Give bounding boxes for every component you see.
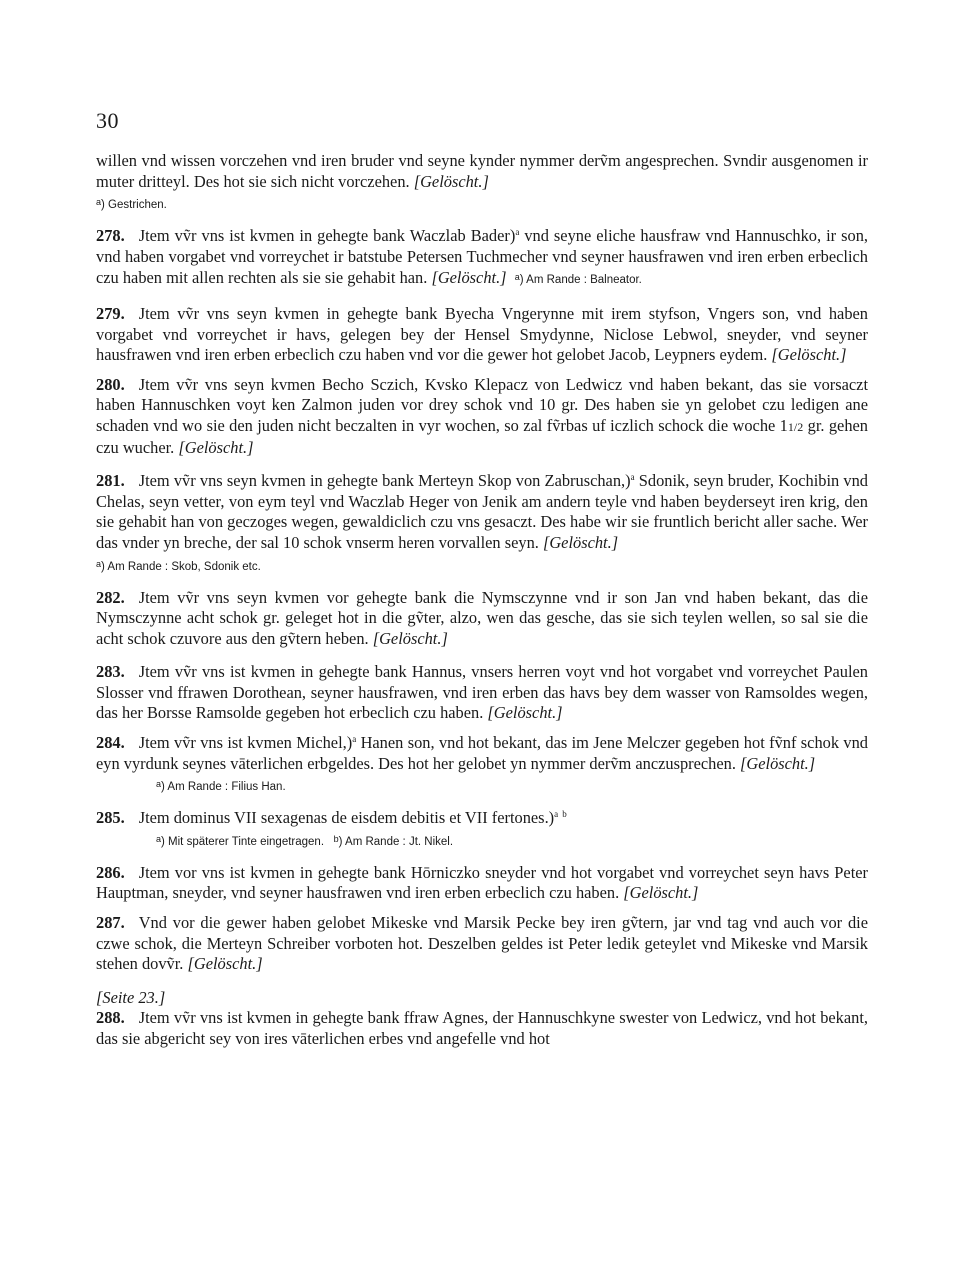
entry-continuation	[96, 151, 868, 192]
deleted-mark: [Gelöscht.]	[740, 753, 816, 773]
entry-number: 281.	[96, 471, 125, 491]
footnote-ref: a	[515, 227, 520, 238]
entry-284: 284. Jtem vṽr vns ist kvmen Michel,)$^a$ Hanen son, vnd hot bekant, das im Jene Melczer gegeben hot fṽnf schok vnd eyn vyrdunk seynes vāterlichen erbgeldes. Des hot her gelobet yn nymmer derṽm anczusprechen. [Gelöscht.]	[96, 733, 868, 773]
entry-number: 287.	[96, 913, 125, 933]
footnote-marker: a	[96, 197, 102, 208]
deleted-mark: [Gelöscht.]	[431, 268, 507, 288]
entry-287: 287. Vnd vor die gewer haben gelobet Mikeske vnd Marsik Pecke bey iren gṽtern, jar vnd tag vnd auch vor die czwe schok, die Merteyn Schreiber vorboten hot. Deszelben geldes ist Peter ledik geteylet vnd Mikeske vnd Marsik stehen dovṽr. [Gelöscht.]	[96, 913, 868, 974]
entry-288: 288. Jtem vṽr vns ist kvmen in gehegte bank ffraw Agnes, der Hannuschkyne swester von Ledwicz, vnd hot bekant, das sie abgericht sey von ires vāterlichen erbes vnd angefelle vnd hot	[96, 1008, 868, 1048]
footnote-ref: a	[352, 734, 357, 745]
deleted-mark: [Gelöscht.]	[623, 883, 699, 903]
entry-number: 280.	[96, 374, 125, 394]
footnote: $^a$) Mit späterer Tinte eingetragen. $^b$) Am Rande : Jt. Nikel.	[156, 833, 454, 848]
entry-281: 281. Jtem vṽr vns seyn kvmen in gehegte bank Merteyn Skop von Zabruschan,)$^a$ Sdonik, seyn bruder, Kochibin vnd Chelas, seyn vetter, von eym teyl vnd Waczlab Heger von Jenik am andern teyle vnd haben beyderseyt iren krig, den sie gehabit han von geczoges wegen, gewaldiclich czu vns gesaczt. Des habe wir sie fruntlich bericht aller sache. Wer das vnder yn breche, der sal 10 schok vnserm heren vorvallen seyn. [Gelöscht.]	[96, 471, 869, 552]
entry-number: 283.	[96, 662, 125, 682]
deleted-mark: [Gelöscht.]	[187, 954, 263, 974]
entry-278: 278. Jtem vṽr vns ist kvmen in gehegte bank Waczlab Bader)$^a$ vnd seyne eliche hausfraw vnd Hannuschko, ir son, vnd haben vorgabet vnd vorreychet ir batstube Petersen Tuchmecher vnd seyner hausfrawen vnd iren erben erbeclich czu haben mit allen rechten als sie sie gehabit han. [Gelöscht.] $^a$) Am Rande : Balneator.	[96, 226, 869, 288]
entry-285: 285. Jtem dominus VII sexagenas de eisdem debitis et VII fertones.)$^a$ $^b$	[96, 808, 567, 828]
entry-number: 285.	[96, 808, 125, 828]
entry-283: 283. Jtem vṽr vns ist kvmen in gehegte bank Hannus, vnsers herren voyt vnd hot vorgabet vnd vorreychet Paulen Slosser vnd ffrawen Dorothean, seyner hausfrawen, vnd iren erben das havs bey dem wasser von Ramsoldes wegen, das her Borsse Ramsolde gegeben hot erbeclich czu haben. [Gelöscht.]	[96, 662, 868, 723]
entry-number: 288.	[96, 1008, 125, 1028]
footnote-ref: a	[554, 809, 559, 820]
entry-number: 282.	[96, 587, 125, 607]
deleted-mark: [Gelöscht.]	[771, 345, 847, 365]
footnote: $^a$) Am Rande : Filius Han.	[156, 779, 286, 794]
entry-number: 286.	[96, 862, 125, 882]
deleted-mark: [Gelöscht.]	[542, 532, 619, 552]
entry-number: 279.	[96, 303, 125, 323]
deleted-mark: [Gelöscht.]	[413, 171, 489, 191]
footnote: $^a$) Gestrichen.	[96, 197, 167, 212]
page-reference: [Seite 23.]	[96, 987, 166, 1007]
footnote-ref: b	[562, 809, 567, 820]
entry-286: 286. Jtem vor vns ist kvmen in gehegte bank Hōrniczko sneyder vnd hot vorgabet vnd vorreychet seyn havs Peter Hauptman, sneyder, vnd seyner hausfrawen vnd iren erben erbeclich czu haben. [Gelöscht.]	[96, 862, 868, 903]
entry-number: 284.	[96, 733, 125, 753]
footnote-marker: a	[156, 779, 162, 790]
page-number: 30	[96, 108, 119, 133]
fraction: 1/2	[787, 419, 804, 434]
entry-282: 282. Jtem vṽr vns seyn kvmen vor gehegte bank die Nymsczynne vnd ir son Jan vnd haben bekant, das die Nymsczynne acht schok gr. geleget hot in die gṽter, alzo, wen das gesche, das sie sich teylen wellen, so sal sie die acht schok czuvore aus den gṽtern heben. [Gelöscht.]	[96, 587, 868, 648]
deleted-mark: [Gelöscht.]	[178, 437, 254, 457]
entry-279: 279. Jtem vṽr vns seyn kvmen in gehegte bank Byecha Vngerynne mit irem styfson, Vngers son, vnd haben vorgabet vnd vorreychet ir havs, gelegen bey der Hensel Smydynne, Niclose Lebwol, sneyder, vnd seyner hausfrawen vnd iren erben erbeclich czu haben vnd vor die gewer hot gelobet Jacob, Leypners eydem. [Gelöscht.]	[96, 303, 868, 365]
entry-280: 280. Jtem vṽr vns seyn kvmen Becho Sczich, Kvsko Klepacz von Ledwicz vnd haben bekant, das sie vorsaczt haben Hannuschken voyt ken Zalmon juden vor drey schok vnd 10 gr. Des haben sie yn gelobet czu ledigen ane schaden vnd wo sie den juden nicht beczalten in vyr wochen, so zal fṽrbas uf iczlich schock die woche 11/2 gr. gehen czu wucher. [Gelöscht.]	[96, 374, 868, 457]
footnote-marker: b	[333, 833, 339, 844]
deleted-mark: [Gelöscht.]	[372, 628, 448, 648]
document-page	[96, 108, 868, 1050]
footnote-marker: a	[96, 558, 102, 569]
footnote: $^a$) Am Rande : Balneator.	[514, 272, 642, 287]
footnote: $^a$) Am Rande : Skob, Sdonik etc.	[96, 558, 261, 573]
footnote-marker: a	[156, 833, 162, 844]
entry-text: willen vnd wissen vorczehen vnd iren bruder vnd seyne kynder nymmer derṽm angesprechen. Svndir ausgenomen ir muter dritteyl. Des hot sie sich nicht vorczehen.	[96, 151, 868, 191]
footnote-ref: a	[630, 472, 635, 483]
entry-number: 278.	[96, 226, 125, 246]
deleted-mark: [Gelöscht.]	[487, 703, 563, 723]
